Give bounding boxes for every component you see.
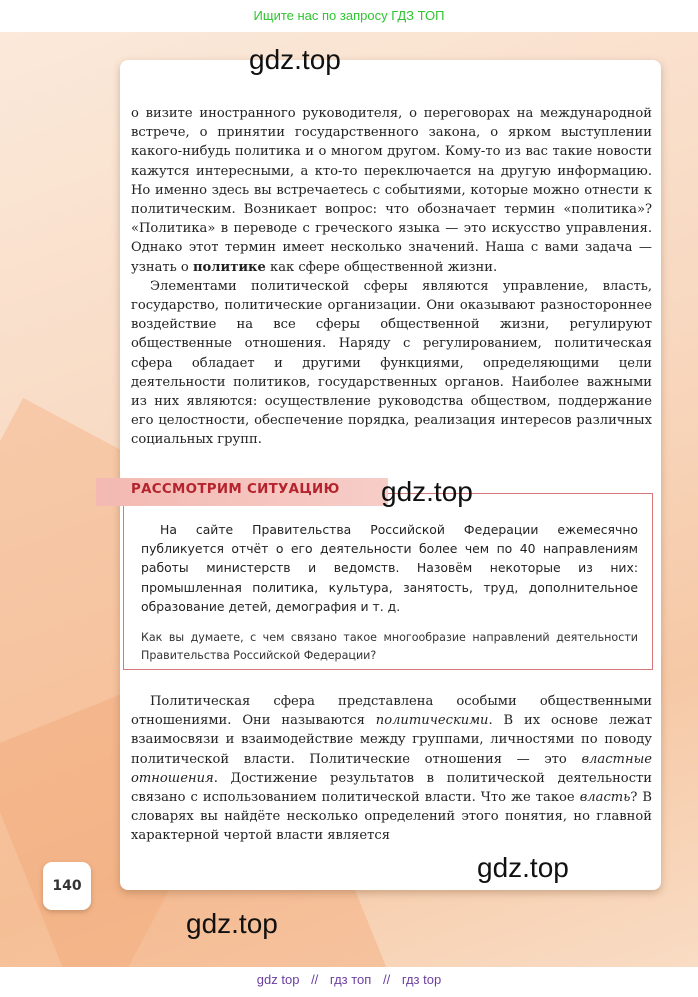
situation-question: Как вы думаете, с чем связано такое многообразие направлений деятельности Правительства Российской Федерации? [141, 631, 638, 662]
paragraph [131, 104, 652, 277]
watermark: gdz.top [249, 44, 341, 75]
watermark: gdz.top [186, 908, 278, 939]
situation-text [141, 520, 638, 616]
watermark: gdz.top [381, 476, 473, 507]
banner-link[interactable]: гдз top [401, 972, 442, 987]
paragraph-text: Политическая сфера представлена особыми общественными отношениями. Они называются [131, 694, 652, 729]
paragraph-text: Элементами политической сферы являются управление, власть, государство, политические организации. Они оказывают разностороннее воздействие на все сферы общественной жизни, регулируют общественные отношения. Наряду с регулированием, политическая сфера обладает и другими функциями, определяющими цели деятельности политиков, государственных органов. Наиболее важными из них являются: осуществление руководства обществом, поддержание его целостности, обеспечение порядка, реализация интересов различных социальных групп. [131, 278, 652, 448]
paragraph-text: . Достижение результатов в политической деятельности связано с использованием политической власти. Что же такое [131, 770, 652, 806]
paragraph [131, 277, 652, 450]
bottom-banner [0, 967, 698, 997]
paragraph-text: как сфере общественной жизни. [265, 259, 498, 275]
situation-paragraph: На сайте Правительства Российской Федерации ежемесячно публикуется отчёт о его деятельности более чем по 40 направлениям работы министерств и ведомств. Назовём некоторые из них: промышленная политика, культура, занятость, труд, дополнительное образование детей, демография и т. д. [141, 522, 638, 614]
italic-term: власть [579, 790, 631, 806]
main-text-top [131, 104, 652, 450]
top-banner: Ищите нас по запросу ГДЗ ТОП [0, 0, 698, 32]
paragraph-text: . В их основе лежат взаимосвязи и взаимодействие между группами, личностями по поводу политической власти. Политические отношения — это [131, 713, 653, 767]
main-text-bottom [131, 692, 652, 846]
page-number: 140 [43, 862, 91, 910]
paragraph-text: о визите иностранного руководителя, о переговорах на международной встрече, о принятии государственного закона, о ярком выступлении какого-нибудь политика и о многом другом. Кому-то из вас такие новости кажутся интересными, а кто-то переключается на другую информацию. Но именно здесь вы встречаетесь с событиями, которые можно отнести к политическим. Возникает вопрос: что обозначает термин «политика»? «Политика» в переводе с греческого языка — это искусство управления. Однако этот термин имеет несколько значений. Наша с вами задача — узнать о [131, 106, 652, 275]
situation-title: РАССМОТРИМ СИТУАЦИЮ [131, 482, 340, 497]
banner-link[interactable]: gdz top [256, 972, 300, 987]
watermark: gdz.top [477, 852, 569, 883]
italic-term: политическими [375, 713, 489, 729]
bold-term: политике [192, 259, 266, 275]
banner-separator: // [311, 972, 319, 987]
banner-link[interactable]: гдз топ [329, 972, 372, 987]
banner-separator: // [382, 972, 391, 987]
paragraph-text: ? В словарях вы найдёте несколько определений этого понятия, но главной характерной чертой власти является [131, 790, 652, 844]
paragraph [131, 692, 652, 846]
italic-term: властные отношения [131, 751, 652, 786]
